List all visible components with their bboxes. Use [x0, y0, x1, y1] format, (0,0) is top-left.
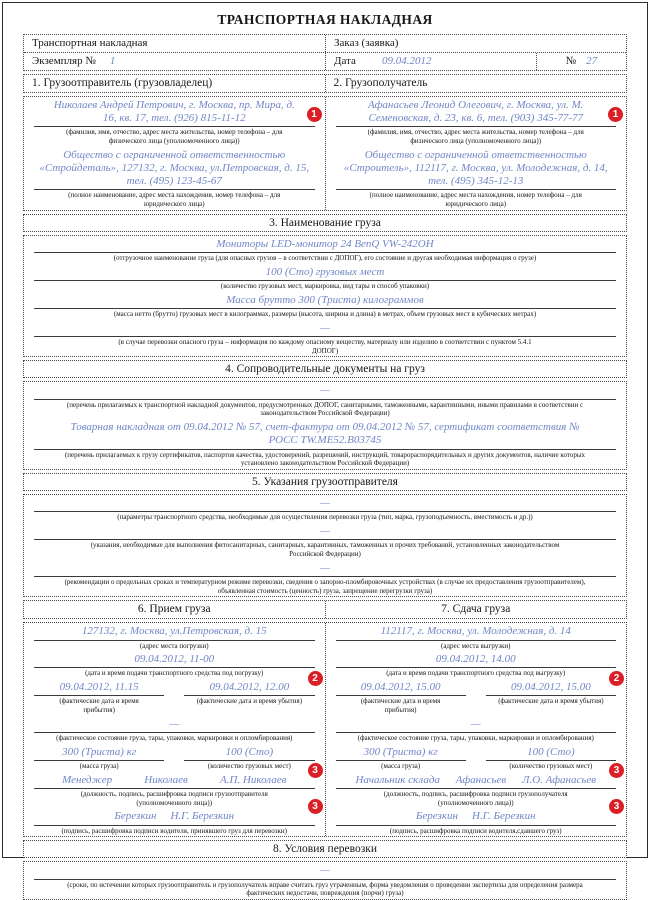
badge-1: 1 — [307, 107, 322, 122]
delivery-arrival-caption: (фактические дата и время прибытия) — [360, 697, 441, 715]
rule — [336, 760, 466, 761]
delivery-address-caption: (адрес места выгрузки) — [441, 641, 511, 650]
delivery-mass-caption: (масса груза) — [381, 762, 421, 770]
signature: Березкин — [114, 810, 157, 823]
pickup-shipper-signature-caption: (должность, подпись, расшифровка подписи грузоотправителя (уполномоченного лица)) — [80, 789, 268, 807]
section5-body — [23, 494, 627, 597]
recommendations-field — [24, 560, 626, 597]
delivery-supply-value: 09.04.2012, 14.00 — [435, 653, 516, 666]
consignee-org-caption: (полное наименование, адрес места нахождения, номер телефона – для юридического лица) — [369, 191, 582, 209]
consignee-person-value: Афанасьев Леонид Олегович, г. Москва, ул. М. Семеновская, д. 23, кв. 6, тел. (903) 345-77-77 — [368, 99, 584, 125]
section4-body — [23, 381, 627, 470]
delivery-mass-value: 300 (Триста) кг — [363, 745, 438, 758]
dangerous-goods-caption: (в случае перевозки опасного груза – информация по каждому опасному веществу, материалу или изделию в соответствии с пунктом 5.4.1 ДОПОГ) — [118, 337, 532, 355]
sanitary-caption: (указания, необходимые для выполнения фитосанитарных, санитарных, карантинных, таможенных и прочих требований, установленных законодательством Российской Федерации) — [90, 541, 560, 558]
signer-role: Менеджер — [62, 773, 113, 786]
cargo-name-field — [24, 236, 626, 264]
delivery-supply-caption: (дата и время подачи транспортного средства под выгрузку) — [386, 669, 566, 678]
number-value: 27 — [586, 55, 598, 67]
page-title: ТРАНСПОРТНАЯ НАКЛАДНАЯ — [217, 12, 433, 27]
section3-title: 3. Наименование груза — [23, 214, 627, 232]
signature: Березкин — [415, 810, 458, 823]
rule — [336, 640, 617, 641]
cargo-mass-caption: (масса нетто (брутто) грузовых мест в килограммах, размеры (высота, ширина и длина) в метрах, объем грузовых мест в кубических метрах) — [113, 310, 537, 318]
badge-2: 2 — [609, 671, 624, 686]
pickup-arrival-caption: (фактические дата и время прибытия) — [59, 697, 139, 715]
cargo-places-caption: (количество грузовых мест, маркировка, вид тары и способ упаковки) — [220, 282, 430, 291]
consignor-org-field — [24, 147, 325, 210]
section5-title: 5. Указания грузоотправителя — [23, 473, 627, 491]
pickup-driver-signature-value — [32, 810, 317, 823]
badge-3: 3 — [308, 763, 323, 778]
section7-title: 7. Сдача груза — [325, 601, 627, 618]
waybill-page — [2, 2, 648, 898]
rule — [34, 511, 616, 512]
copy-label: Экземпляр № — [32, 55, 96, 67]
section8-title: 8. Условия перевозки — [23, 840, 627, 858]
signer-name: Л.О. Афанасьев — [522, 773, 597, 786]
consignee-org-field — [326, 147, 627, 210]
consignor-person-value: Николаев Андрей Петрович, г. Москва, пр. Мира, д. 16, кв. 17, тел. (926) 815-11-12 — [53, 99, 295, 125]
delivery-departure-caption: (фактические дата и время убытия) — [498, 697, 604, 706]
transport-conditions-caption: (сроки, по истечении которых грузоотправитель и грузополучатель вправе считать груз утраченным, форма уведомления о проведении экспертизы для определения размера фактических недостачи, повреждения (порчи) груза) — [67, 880, 583, 898]
rule — [34, 825, 315, 826]
delivery-address-field — [326, 623, 627, 651]
pickup-mass-caption: (масса груза) — [79, 762, 119, 770]
rule — [34, 539, 616, 540]
delivery-qty-value: 100 (Сто) — [527, 745, 575, 758]
rule — [34, 732, 315, 733]
delivery-driver-signature-caption: (подпись, расшифровка подписи водителя,сдавшего груз) — [389, 826, 562, 835]
pickup-mass-value: 300 (Триста) кг — [62, 745, 137, 758]
signer-role: Начальник склада — [355, 773, 440, 786]
vehicle-params-caption: (параметры транспортного средства, необходимые для осуществления перевозки груза (тип, марка, грузоподъемность, вместимость и др.)) — [117, 513, 533, 522]
delivery-driver-signature-value — [334, 810, 619, 823]
badge-3: 3 — [308, 799, 323, 814]
delivery-departure-field — [476, 679, 626, 716]
dangerous-goods-field — [24, 320, 626, 357]
section8-body — [23, 861, 627, 900]
delivery-state-value: — — [470, 717, 481, 730]
signature: Николаев — [144, 773, 188, 786]
rule — [34, 576, 616, 577]
consignor-column — [24, 97, 325, 210]
pickup-state-field — [24, 716, 325, 744]
delivery-supply-field — [326, 651, 627, 679]
rule — [336, 126, 617, 127]
cargo-name-caption: (отгрузочное наименование груза (для опасных грузов – в соответствии с ДОПОГ), его состояние и другая необходимая информация о грузе) — [113, 254, 537, 263]
rule — [336, 732, 617, 733]
delivery-consignee-signature-caption: (должность, подпись, расшифровка подписи грузополучателя (уполномоченного лица)) — [383, 789, 568, 807]
pickup-departure-field — [174, 679, 324, 716]
cargo-places-field — [24, 264, 626, 292]
signature: Афанасьев — [455, 773, 507, 786]
rule — [336, 189, 617, 190]
order-label: Заказ (заявка) — [325, 35, 626, 52]
pickup-arrival-field — [24, 679, 174, 716]
section-1-2-header — [23, 74, 627, 93]
delivery-driver-signature-field — [326, 801, 627, 836]
rule — [34, 399, 616, 400]
rule — [336, 695, 466, 696]
delivery-arrival-field — [326, 679, 476, 716]
dangerous-goods-value: — — [320, 321, 330, 334]
consignor-person-field — [24, 97, 325, 147]
cargo-mass-value: Масса брутто 300 (Триста) килограммов — [226, 293, 424, 306]
rule — [486, 695, 616, 696]
pickup-supply-field — [24, 651, 325, 679]
signer-name: Н.Г. Березкин — [471, 810, 536, 823]
vehicle-params-value: — — [320, 497, 330, 509]
delivery-arrival-value: 09.04.2012, 15.00 — [360, 681, 441, 694]
badge-1: 1 — [608, 107, 623, 122]
adr-docs-value: — — [320, 384, 330, 397]
badge-3: 3 — [609, 763, 624, 778]
delivery-address-value: 112117, г. Москва, ул. Молодежная, д. 14 — [380, 625, 571, 638]
rule — [336, 825, 617, 826]
rule — [34, 695, 164, 696]
section1-title: 1. Грузоотправитель (грузовладелец) — [32, 77, 213, 89]
consignee-person-caption: (фамилия, имя, отчество, адрес места жительства, номер телефона – для физического лица (уполномоченного лица)) — [367, 128, 584, 146]
section-6-7-header — [23, 600, 627, 619]
pickup-driver-signature-caption: (подпись, расшифровка подписи водителя, принявшего груз для перевозки) — [61, 826, 287, 835]
number-cell — [536, 53, 626, 70]
rule — [184, 760, 314, 761]
date-cell — [325, 53, 536, 70]
cargo-places-value: 100 (Сто) грузовых мест — [265, 265, 385, 278]
rule — [34, 189, 315, 190]
sanitary-value: — — [320, 524, 330, 537]
consignor-org-value: Общество с ограниченной ответственностью «Стройдеталь», 127132, г. Москва, ул.Петровская, д. 15, тел. (495) 123-45-67 — [39, 148, 310, 188]
pickup-departure-caption: (фактические дата и время убытия) — [196, 697, 303, 706]
delivery-qty-caption: (количество грузовых мест) — [509, 762, 593, 770]
pickup-arrival-value: 09.04.2012, 11.15 — [59, 681, 139, 694]
pickup-shipper-signature-value — [32, 774, 317, 787]
sanitary-field — [24, 523, 626, 560]
pickup-state-caption: (фактическое состояние груза, тары, упаковки, маркировки и опломбирования) — [56, 734, 293, 743]
rule — [34, 667, 315, 668]
pickup-mass-field — [24, 744, 174, 772]
cargo-mass-field — [24, 292, 626, 320]
transport-conditions-field — [24, 862, 626, 899]
date-value: 09.04.2012 — [381, 55, 432, 67]
doc-type-label: Транспортная накладная — [32, 37, 148, 49]
badge-3: 3 — [609, 799, 624, 814]
pickup-driver-signature-field — [24, 801, 325, 836]
attached-docs-field — [24, 419, 626, 469]
rule — [34, 449, 616, 450]
consignor-person-caption: (фамилия, имя, отчество, адрес места жительства, номер телефона – для физического лица (уполномоченного лица)) — [66, 128, 283, 146]
cargo-name-value: Мониторы LED-монитор 24 BenQ VW-242OH — [216, 237, 434, 250]
pickup-qty-caption: (количество грузовых мест) — [207, 762, 291, 770]
signer-name: А.П. Николаев — [219, 773, 287, 786]
recommendations-value: — — [320, 561, 330, 574]
consignee-org-value: Общество с ограниченной ответственностью «Строитель», 112117, г. Москва, ул. Молодежная, д. 14, тел. (495) 345-12-13 — [343, 148, 608, 188]
section4-title: 4. Сопроводительные документы на груз — [23, 360, 627, 378]
attached-docs-caption: (перечень прилагаемых к грузу сертификатов, паспортов качества, удостоверений, разрешений, инструкций, товарораспорядительных и других документов, наличие которых установлено законодательством Российской Федерации) — [64, 450, 586, 468]
rule — [34, 252, 616, 253]
section6-title: 6. Прием груза — [137, 603, 211, 616]
copy-cell — [24, 53, 325, 70]
section-6-7-body — [23, 622, 627, 837]
rule — [34, 879, 616, 880]
delivery-departure-value: 09.04.2012, 15.00 — [511, 681, 591, 694]
transport-conditions-value: — — [320, 864, 330, 877]
delivery-state-caption: (фактическое состояние груза, тары, упаковки, маркировки и опломбирования) — [357, 734, 594, 743]
rule — [34, 280, 616, 281]
copy-value: 1 — [109, 55, 116, 67]
adr-docs-field — [24, 382, 626, 419]
date-label: Дата — [334, 55, 356, 67]
header-table — [23, 34, 627, 71]
rule — [34, 336, 616, 337]
pickup-state-value: — — [169, 717, 180, 730]
delivery-mass-qty — [326, 744, 627, 772]
recommendations-caption: (рекомендации о предельных сроках и температурном режиме перевозки, сведения о запорно-пломбировочных устройствах (в случае их предоставления грузоотправителем), объявленная стоимость (ценность) груза, запрещение перегрузки груза) — [64, 577, 586, 595]
section3-body — [23, 235, 627, 358]
pickup-address-value: 127132, г. Москва, ул.Петровская, д. 15 — [81, 625, 267, 638]
pickup-qty-field — [174, 744, 324, 772]
rule — [336, 788, 617, 789]
delivery-mass-field — [326, 744, 476, 772]
delivery-column — [325, 623, 627, 836]
delivery-consignee-signature-value — [334, 774, 619, 787]
section-1-2-body — [23, 96, 627, 211]
section2-title: 2. Грузополучатель — [325, 75, 627, 92]
pickup-address-caption: (адрес места погрузки) — [139, 641, 209, 650]
rule — [34, 788, 315, 789]
pickup-address-field — [24, 623, 325, 651]
consignor-org-caption: (полное наименование, адрес места нахождения, номер телефона – для юридического лица) — [68, 191, 281, 209]
rule — [34, 308, 616, 309]
rule — [34, 760, 164, 761]
attached-docs-value: Товарная накладная от 09.04.2012 № 57, счет-фактура от 09.04.2012 № 57, сертификат соответствия № РОСС TW.ME52.B03745 — [70, 421, 580, 447]
pickup-supply-caption: (дата и время подачи транспортного средства под погрузку) — [85, 669, 264, 678]
delivery-qty-field — [476, 744, 626, 772]
adr-docs-caption: (перечень прилагаемых к транспортной накладной документов, предусмотренных ДОПОГ, санитарными, таможенными, карантинными, иными правилами в соответствии с законодательством Российской Федерации) — [66, 400, 584, 418]
rule — [34, 640, 315, 641]
rule — [336, 667, 617, 668]
number-label: № — [565, 55, 577, 67]
rule — [34, 126, 315, 127]
rule — [184, 695, 314, 696]
pickup-departure-value: 09.04.2012, 12.00 — [209, 681, 290, 694]
pickup-supply-value: 09.04.2012, 11-00 — [134, 653, 215, 666]
pickup-column — [24, 623, 325, 836]
consignee-column — [325, 97, 627, 210]
signer-name: Н.Г. Березкин — [170, 810, 235, 823]
rule — [486, 760, 616, 761]
vehicle-params-field — [24, 495, 626, 523]
pickup-mass-qty — [24, 744, 325, 772]
consignee-person-field — [326, 97, 627, 147]
badge-2: 2 — [308, 671, 323, 686]
pickup-qty-value: 100 (Сто) — [225, 745, 274, 758]
delivery-state-field — [326, 716, 627, 744]
